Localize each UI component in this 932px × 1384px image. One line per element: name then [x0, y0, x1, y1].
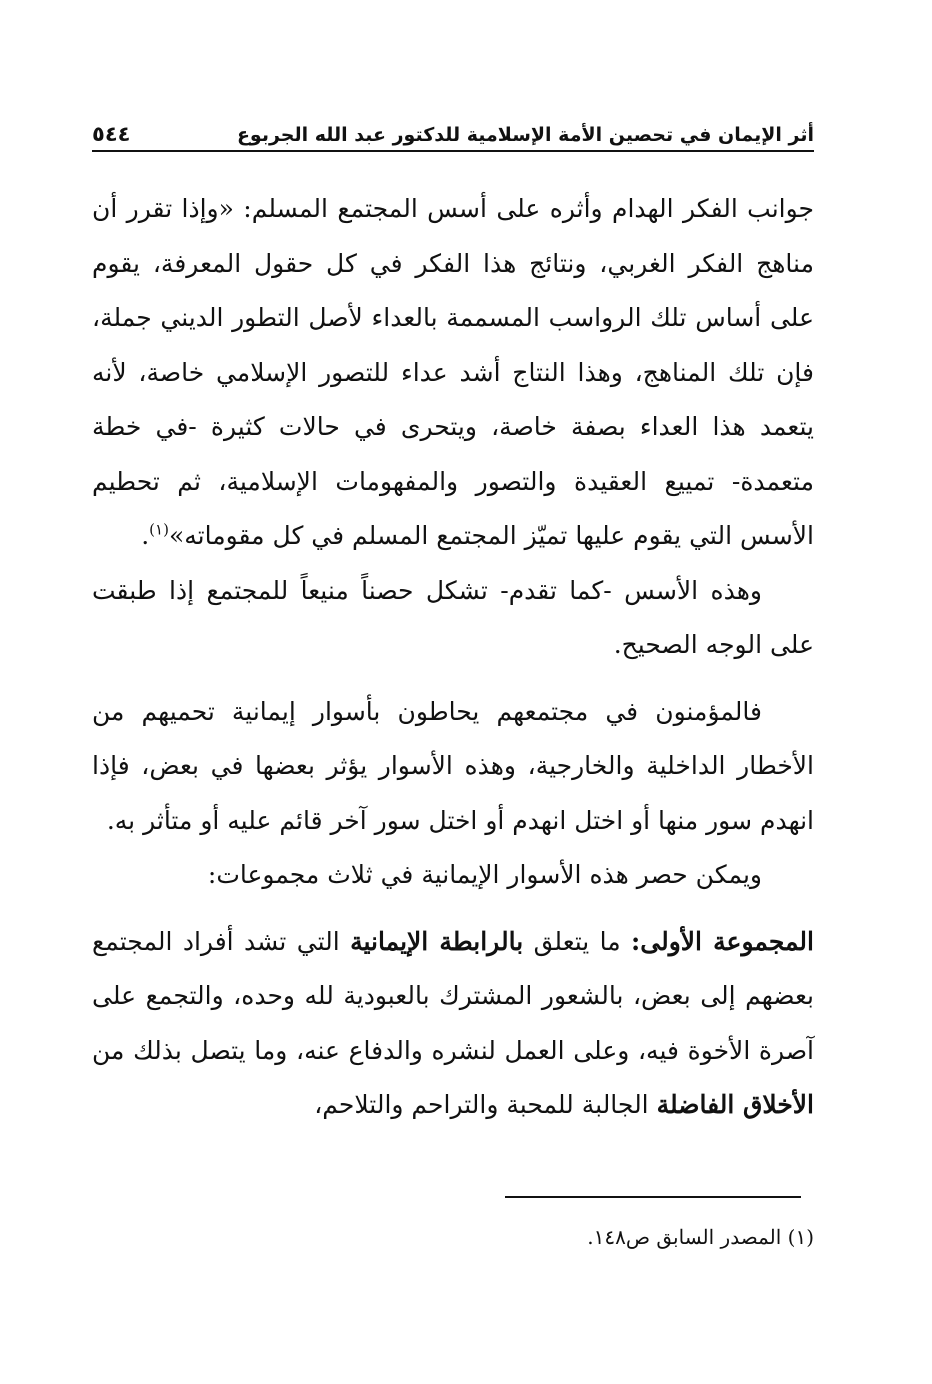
quote-end-punctuation: . — [141, 521, 150, 550]
text-run: التي تشد أفراد المجتمع بعضهم إلى بعض، بالشعور المشترك بالعبودية لله وحده، والتجمع على آصرة الأخوة فيه، وعلى العمل لنشره والدفاع عنه، وما يتصل بذلك من — [92, 926, 814, 1065]
paragraph-groups-intro: ويمكن حصر هذه الأسوار الإيمانية في ثلاث مجموعات: — [207, 860, 762, 889]
faith-bond-term: بالرابطة الإيمانية — [350, 926, 524, 956]
page-number: ٥٤٤ — [92, 122, 131, 146]
footnote: (١) المصدر السابق ص١٤٨. — [587, 1225, 814, 1249]
main-text — [92, 182, 814, 1133]
text-run: الجالبة للمحبة والتراحم والتلاحم، — [314, 1090, 657, 1119]
paragraph-foundations: وهذه الأسس -كما تقدم- تشكل حصناً منيعاً للمجتمع إذا طبقت على الوجه الصحيح. — [92, 575, 814, 659]
text-run: ما يتعلق — [523, 926, 632, 956]
paragraph-first-group — [92, 915, 814, 1133]
quote-text: جوانب الفكر الهدام وأثره على أسس المجتمع المسلم: «وإذا تقرر أن مناهج الفكر الغربي، ونتائج هذا الفكر في كل حقول المعرفة، يقوم على أساس تلك الرواسب المسممة بالعداء لأصل التطور الديني جملة، فإن تلك المناهج، وهذا النتاج أشد عداء للتصور الإسلامي خاصة، لأنه يتعمد هذا العداء بصفة خاصة، ويتحرى في حالات كثيرة -في خطة متعمدة- تمييع العقيدة والتصور والمفهومات الإسلامية، ثم تحطيم الأسس التي يقوم عليها تميّز المجتمع المسلم في كل مقوماته» — [92, 194, 814, 550]
virtuous-morals-term: الأخلاق الفاضلة — [656, 1090, 814, 1119]
running-header — [92, 106, 814, 152]
footnote-reference[interactable]: (١) — [149, 520, 169, 539]
footnote-separator — [505, 1196, 801, 1198]
paragraph-quote — [92, 182, 814, 564]
first-group-label: المجموعة الأولى: — [631, 926, 814, 956]
paragraph-walls: فالمؤمنون في مجتمعهم يحاطون بأسوار إيمانية تحميهم من الأخطار الداخلية والخارجية، وهذه الأسوار يؤثر بعضها في بعض، فإذا انهدم سور منها أو اختل انهدم أو اختل سور آخر قائم عليه أو متأثر به. — [92, 696, 814, 835]
book-title: أثر الإيمان في تحصين الأمة الإسلامية للدكتور عبد الله الجربوع — [236, 124, 814, 146]
